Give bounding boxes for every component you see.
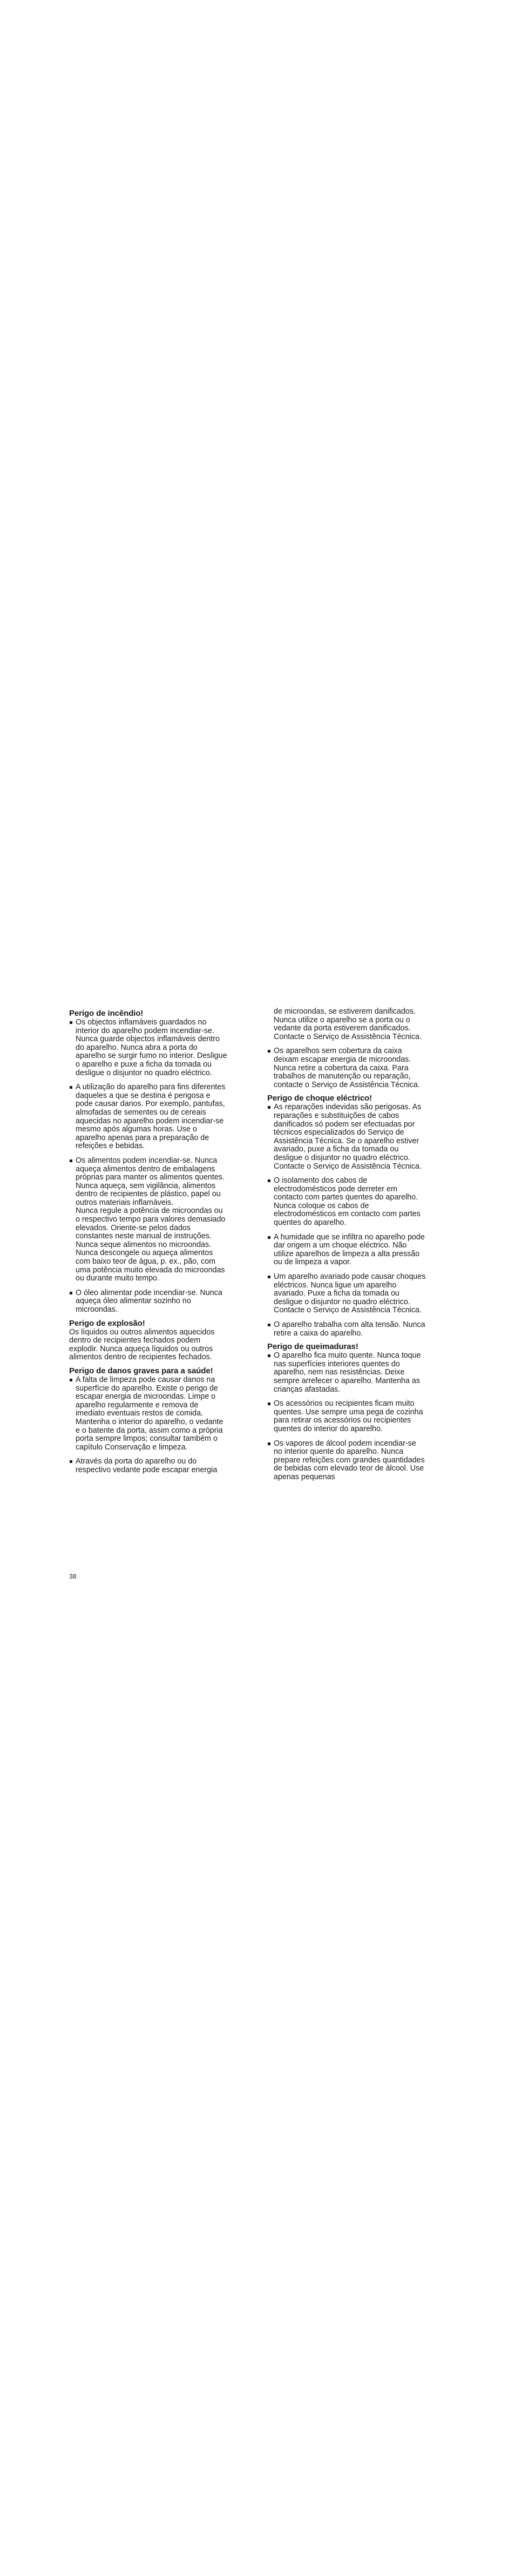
heading-fire-hazard: Perigo de incêndio!	[69, 1009, 144, 1018]
fire-hazard-list	[69, 1019, 228, 1314]
left-column	[69, 1009, 228, 1479]
explosion-paragraph: Os líquidos ou outros alimentos aquecidos dentro de recipientes fechados podem explodir. Nunca aqueça líquidos ou outros alimentos dentro de recipientes fechados.	[69, 1327, 215, 1362]
list-item: O aparelho fica muito quente. Nunca toque nas superfícies interiores quentes do aparelho, nem nas resistências. Deixe sempre arrefecer o aparelho. Mantenha as crianças afastadas.	[267, 1352, 426, 1394]
electric-shock-list	[267, 1103, 426, 1338]
heading-explosion-hazard: Perigo de explosão!	[69, 1318, 145, 1328]
list-item: As reparações indevidas são perigosas. As reparações e substituições de cabos danificados só podem ser efectuadas por técnicos especializados do Serviço de Assistência Técnica. Se o aparelho estiver avariado, puxe a ficha da tomada ou desligue o disjuntor no quadro eléctrico. Contacte o Serviço de Assistência Técnica.	[267, 1103, 426, 1171]
list-item: O óleo alimentar pode incendiar-se. Nunca aqueça óleo alimentar sozinho no microondas.	[69, 1289, 228, 1314]
heading-health-hazard: Perigo de danos graves para a saúde!	[69, 1366, 213, 1375]
heading-electric-shock-hazard: Perigo de choque eléctrico!	[267, 1094, 372, 1103]
section-fire-hazard	[69, 1009, 228, 1314]
list-item: Os vapores de álcool podem incendiar-se no interior quente do aparelho. Nunca prepare refeições com grandes quantidades de bebidas com elevado teor de álcool. Use apenas pequenas	[267, 1440, 426, 1482]
right-column	[267, 1008, 426, 1486]
list-item: A humidade que se infiltra no aparelho pode dar origem a um choque eléctrico. Não utilize aparelhos de limpeza a alta pressão ou de limpeza a vapor.	[267, 1233, 426, 1267]
list-item: O aparelho trabalha com alta tensão. Nunca retire a caixa do aparelho.	[267, 1321, 426, 1338]
list-item: A utilização do aparelho para fins diferentes daqueles a que se destina é perigosa e pode causar danos. Por exemplo, pantufas, almofadas de sementes ou de cereais aquecidas no aparelho podem incendiar-se mesmo após algumas horas. Use o aparelho apenas para a preparação de refeições e bebidas.	[69, 1083, 228, 1151]
list-item-continuation: de microondas, se estiverem danificados. Nunca utilize o aparelho se a porta ou o vedante da porta estiverem danificados. Contacte o Serviço de Assistência Técnica.	[274, 1007, 422, 1041]
list-item: Os acessórios ou recipientes ficam muito quentes. Use sempre uma pega de cozinha para retirar os acessórios ou recipientes quentes do interior do aparelho.	[267, 1400, 426, 1433]
section-burn-hazard	[267, 1342, 426, 1481]
heading-burn-hazard: Perigo de queimaduras!	[267, 1342, 358, 1352]
list-item: Os alimentos podem incendiar-se. Nunca aqueça alimentos dentro de embalagens próprias para manter os alimentos quentes. Nunca aqueça, sem vigilância, alimentos dentro de recipientes de plástico, papel ou outros materiais inflamáveis. Nunca regule a potência de microondas ou o respectivo tempo para valores demasiado elevados. Oriente-se pelos dados constantes neste manual de instruções. Nunca seque alimentos no microondas. Nunca descongele ou aqueça alimentos com baixo teor de água, p. ex., pão, com uma potência muito elevada do microondas ou durante muito tempo.	[69, 1157, 228, 1283]
list-item: Através da porta do aparelho ou do respectivo vedante pode escapar energia	[69, 1458, 228, 1474]
list-item: Um aparelho avariado pode causar choques eléctricos. Nunca ligue um aparelho avariado. Puxe a ficha da tomada ou desligue o disjuntor no quadro eléctrico. Contacte o Serviço de Assistência Técnica.	[267, 1273, 426, 1315]
list-item: Os aparelhos sem cobertura da caixa deixam escapar energia de microondas. Nunca retire a cobertura da caixa. Para trabalhos de manutenção ou reparação, contacte o Serviço de Assistência Técnica.	[267, 1047, 426, 1089]
section-health-hazard	[69, 1366, 228, 1475]
section-explosion-hazard	[69, 1319, 228, 1362]
continuation-list	[267, 1008, 426, 1089]
section-continuation	[267, 1008, 426, 1089]
list-item: A falta de limpeza pode causar danos na superfície do aparelho. Existe o perigo de escapar energia de microondas. Limpe o aparelho regularmente e remova de imediato eventuais restos de comida. Mantenha o interior do aparelho, o vedante e o batente da porta, assim como a própria porta sempre limpos; consultar também o capítulo Conservação e limpeza.	[69, 1376, 228, 1452]
burn-hazard-list	[267, 1352, 426, 1481]
list-item: O isolamento dos cabos de electrodomésticos pode derreter em contacto com partes quentes do aparelho. Nunca coloque os cabos de electrodomésticos em contacto com partes quentes do aparelho.	[267, 1177, 426, 1228]
section-electric-shock-hazard	[267, 1094, 426, 1338]
page-number: 38	[69, 1573, 77, 1580]
health-hazard-list	[69, 1376, 228, 1475]
list-item: Os objectos inflamáveis guardados no interior do aparelho podem incendiar-se. Nunca guarde objectos inflamáveis dentro do aparelho. Nunca abra a porta do aparelho se surgir fumo no interior. Desligue o aparelho e puxe a ficha da tomada ou desligue o disjuntor no quadro eléctrico.	[69, 1019, 228, 1077]
